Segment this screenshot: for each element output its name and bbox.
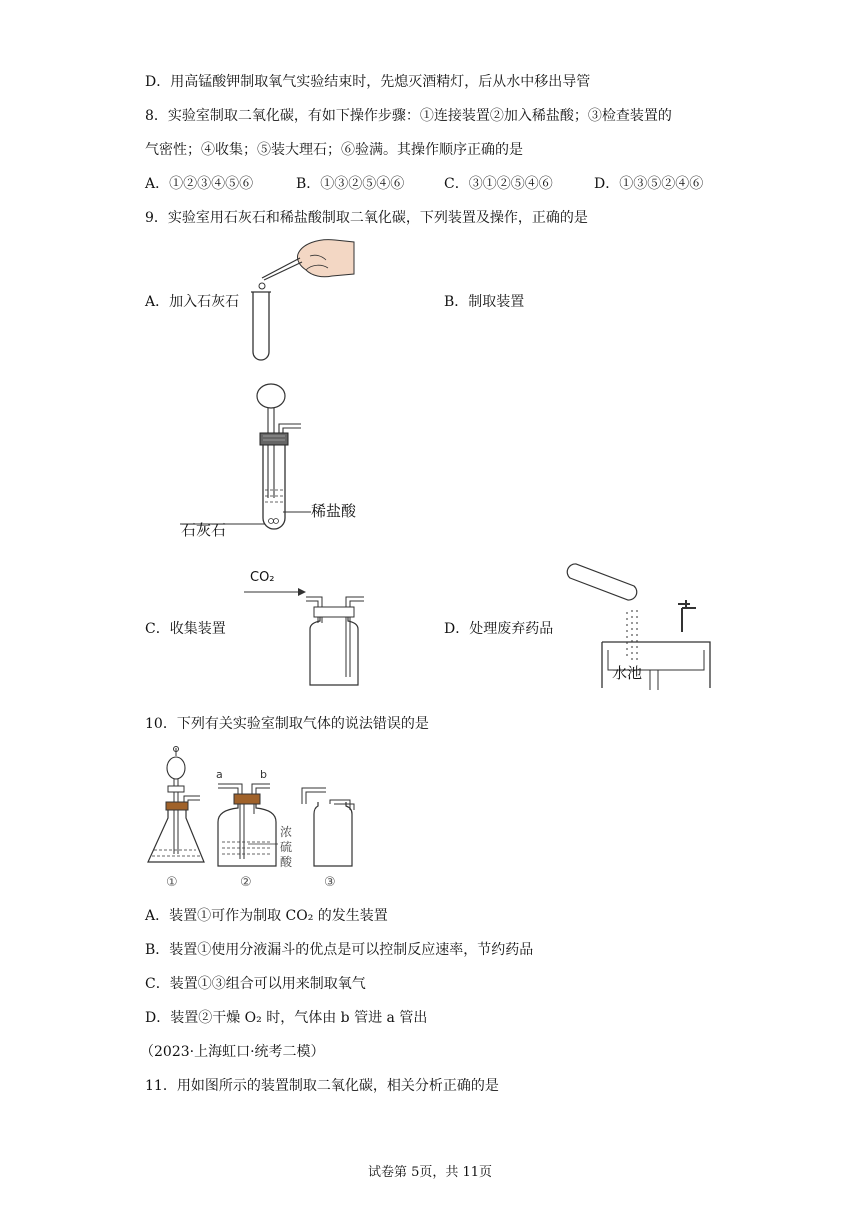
q10-stem: 10．下列有关实验室制取气体的说法错误的是 <box>145 716 429 732</box>
label-conc-sulfuric-1: 浓 <box>280 825 293 839</box>
label-apparatus-1: ① <box>166 875 178 890</box>
q8-option-a: A．①②③④⑤⑥ <box>145 176 254 192</box>
q9-option-a: A．加入石灰石 <box>145 294 240 310</box>
q9-stem: 9．实验室用石灰石和稀盐酸制取二氧化碳，下列装置及操作，正确的是 <box>145 210 588 226</box>
q8-option-d: D．①③⑤②④⑥ <box>594 176 704 192</box>
label-conc-sulfuric-3: 酸 <box>280 855 293 869</box>
label-apparatus-3: ③ <box>324 875 336 890</box>
figure-add-limestone <box>240 234 355 364</box>
q9-option-c: C．收集装置 <box>145 621 226 637</box>
label-apparatus-2: ② <box>240 875 252 890</box>
q10-option-c: C．装置①③组合可以用来制取氧气 <box>145 976 366 992</box>
figure-waste-disposal <box>560 560 730 695</box>
label-dilute-hcl: 稀盐酸 <box>311 502 357 520</box>
q8-stem-line1: 8．实验室制取二氧化碳，有如下操作步骤：①连接装置②加入稀盐酸；③检查装置的 <box>145 108 672 124</box>
q9-option-b: B．制取装置 <box>444 294 525 310</box>
q8-option-b: B．①③②⑤④⑥ <box>296 176 405 192</box>
label-sink: 水池 <box>612 664 643 682</box>
label-limestone: 石灰石 <box>181 521 227 538</box>
label-tube-b: b <box>260 768 267 781</box>
q10-option-d: D．装置②干燥 O₂ 时，气体由 b 管进 a 管出 <box>145 1010 428 1026</box>
q10-option-a: A．装置①可作为制取 CO₂ 的发生装置 <box>145 908 388 924</box>
q7-option-d: D．用高锰酸钾制取氧气实验结束时，先熄灭酒精灯，后从水中移出导管 <box>145 74 591 90</box>
label-tube-a: a <box>216 768 223 781</box>
q8-stem-line2: 气密性；④收集；⑤装大理石；⑥验满。其操作顺序正确的是 <box>145 142 523 158</box>
label-co2: CO₂ <box>250 570 275 585</box>
figure-production-apparatus <box>175 378 375 538</box>
figure-collection-apparatus <box>240 565 370 693</box>
q11-source: （2023·上海虹口·统考二模） <box>140 1044 325 1060</box>
page-footer: 试卷第 5页，共 11页 <box>367 1165 493 1180</box>
q11-stem: 11．用如图所示的装置制取二氧化碳，相关分析正确的是 <box>145 1078 499 1094</box>
q9-option-d: D．处理废弃药品 <box>444 621 554 637</box>
q8-option-c: C．③①②⑤④⑥ <box>444 176 553 192</box>
q10-option-b: B．装置①使用分液漏斗的优点是可以控制反应速率，节约药品 <box>145 942 534 958</box>
label-conc-sulfuric-2: 硫 <box>280 840 293 854</box>
figure-q10-apparatus <box>140 744 380 894</box>
